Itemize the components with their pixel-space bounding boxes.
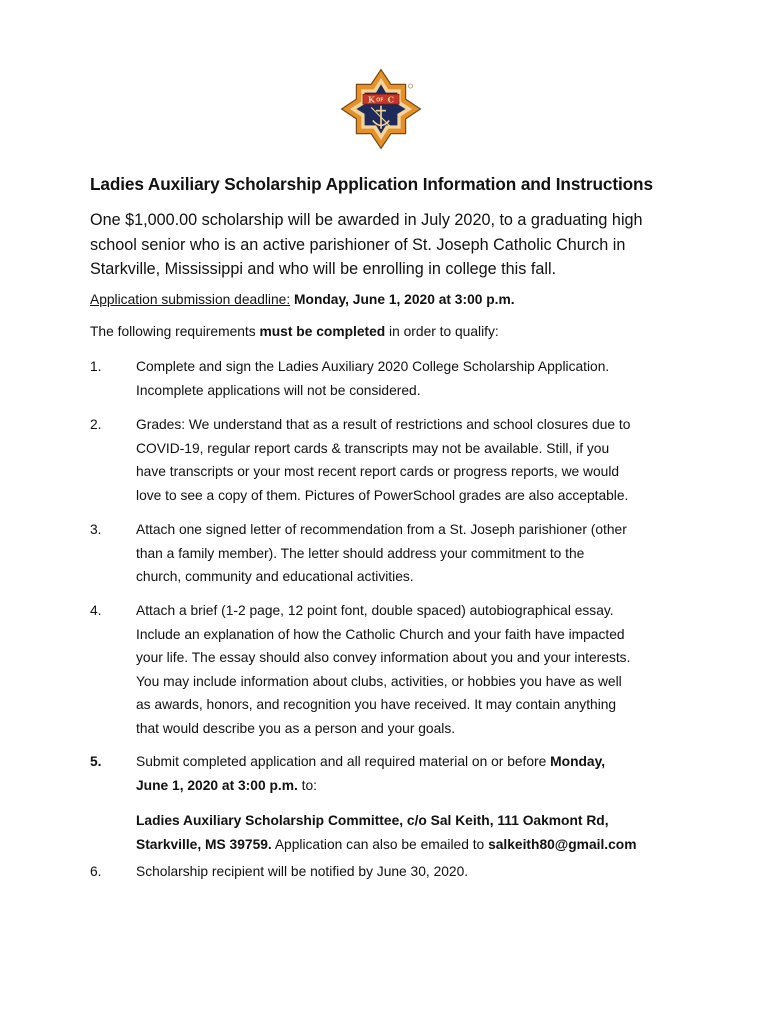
item-line: [136, 833, 696, 857]
item-line: that would describe you as a person and your goals.: [136, 720, 456, 736]
item5-line1-text: Submit completed application and all required material on or before: [136, 754, 551, 769]
requirements-bold: must be completed: [259, 324, 386, 339]
intro-paragraph: [90, 208, 690, 282]
intro-line: Starkville, Mississippi and who will be enrolling in college this fall.: [90, 260, 557, 278]
item-line: You may include information about clubs, activities, or hobbies you have as well: [136, 673, 622, 689]
item-line: Grades: We understand that as a result of restrictions and school closures due to: [136, 417, 631, 432]
document-title: Ladies Auxiliary Scholarship Application Information and Instructions: [90, 174, 653, 194]
requirements-prefix: The following requirements: [90, 324, 260, 339]
deadline-line: [90, 292, 515, 307]
item-line: as awards, honors, and recognition you have received. It may contain anything: [136, 697, 617, 712]
item-line: [136, 809, 696, 833]
intro-line: school senior who is an active parishioner of St. Joseph Catholic Church in: [90, 235, 626, 254]
item-line: Include an explanation of how the Catholic Church and your faith have impacted: [136, 626, 625, 642]
item-line: [136, 774, 696, 798]
item-number: 6.: [90, 864, 102, 879]
item-line: Attach a brief (1-2 page, 12 point font, double spaced) autobiographical essay.: [136, 603, 614, 618]
item-number: 3.: [90, 522, 102, 537]
item-line: Scholarship recipient will be notified by June 30, 2020.: [136, 864, 469, 879]
requirements-intro: [90, 324, 499, 339]
item-number: 4.: [90, 603, 102, 618]
item-line: love to see a copy of them. Pictures of PowerSchool grades are also acceptable.: [136, 487, 629, 503]
item-line: Incomplete applications will not be considered.: [136, 382, 421, 398]
logo-letter-c: C: [387, 94, 395, 105]
email-intro: Application can also be emailed to: [271, 836, 489, 852]
address-line-2: Starkville, MS 39759.: [136, 836, 272, 852]
item5-line2-bold: June 1, 2020 at 3:00 p.m.: [136, 777, 298, 793]
address-line-1: Ladies Auxiliary Scholarship Committee, c/o Sal Keith, 111 Oakmont Rd,: [136, 813, 609, 828]
item-line: church, community and educational activities.: [136, 569, 414, 584]
requirements-suffix: in order to qualify:: [385, 324, 499, 339]
knights-of-columbus-logo: [340, 68, 422, 150]
deadline-value: Monday, June 1, 2020 at 3:00 p.m.: [294, 292, 515, 307]
email-address: salkeith80@gmail.com: [488, 836, 637, 852]
item-line: [136, 750, 696, 774]
item-line: Complete and sign the Ladies Auxiliary 2020 College Scholarship Application.: [136, 359, 610, 374]
item-line: COVID-19, regular report cards & transcripts may not be available. Still, if you: [136, 440, 610, 456]
item-line: have transcripts or your most recent report cards or progress reports, we would: [136, 464, 620, 479]
item5-line2-text: to:: [297, 777, 317, 793]
item5-line1-bold: Monday,: [550, 754, 606, 769]
item-number: 5.: [90, 754, 102, 769]
item-line: Attach one signed letter of recommendation from a St. Joseph parishioner (other: [136, 522, 627, 537]
logo-letter-k: K: [367, 94, 376, 105]
item-line: your life. The essay should also convey information about you and your interests.: [136, 650, 631, 665]
intro-line: One $1,000.00 scholarship will be awarded in July 2020, to a graduating high: [90, 211, 643, 229]
item-number: 1.: [90, 359, 102, 374]
deadline-label: Application submission deadline:: [90, 292, 291, 307]
item-number: 2.: [90, 417, 102, 432]
item-line: than a family member). The letter should address your commitment to the: [136, 545, 585, 561]
logo-letter-of: OF: [376, 97, 384, 104]
